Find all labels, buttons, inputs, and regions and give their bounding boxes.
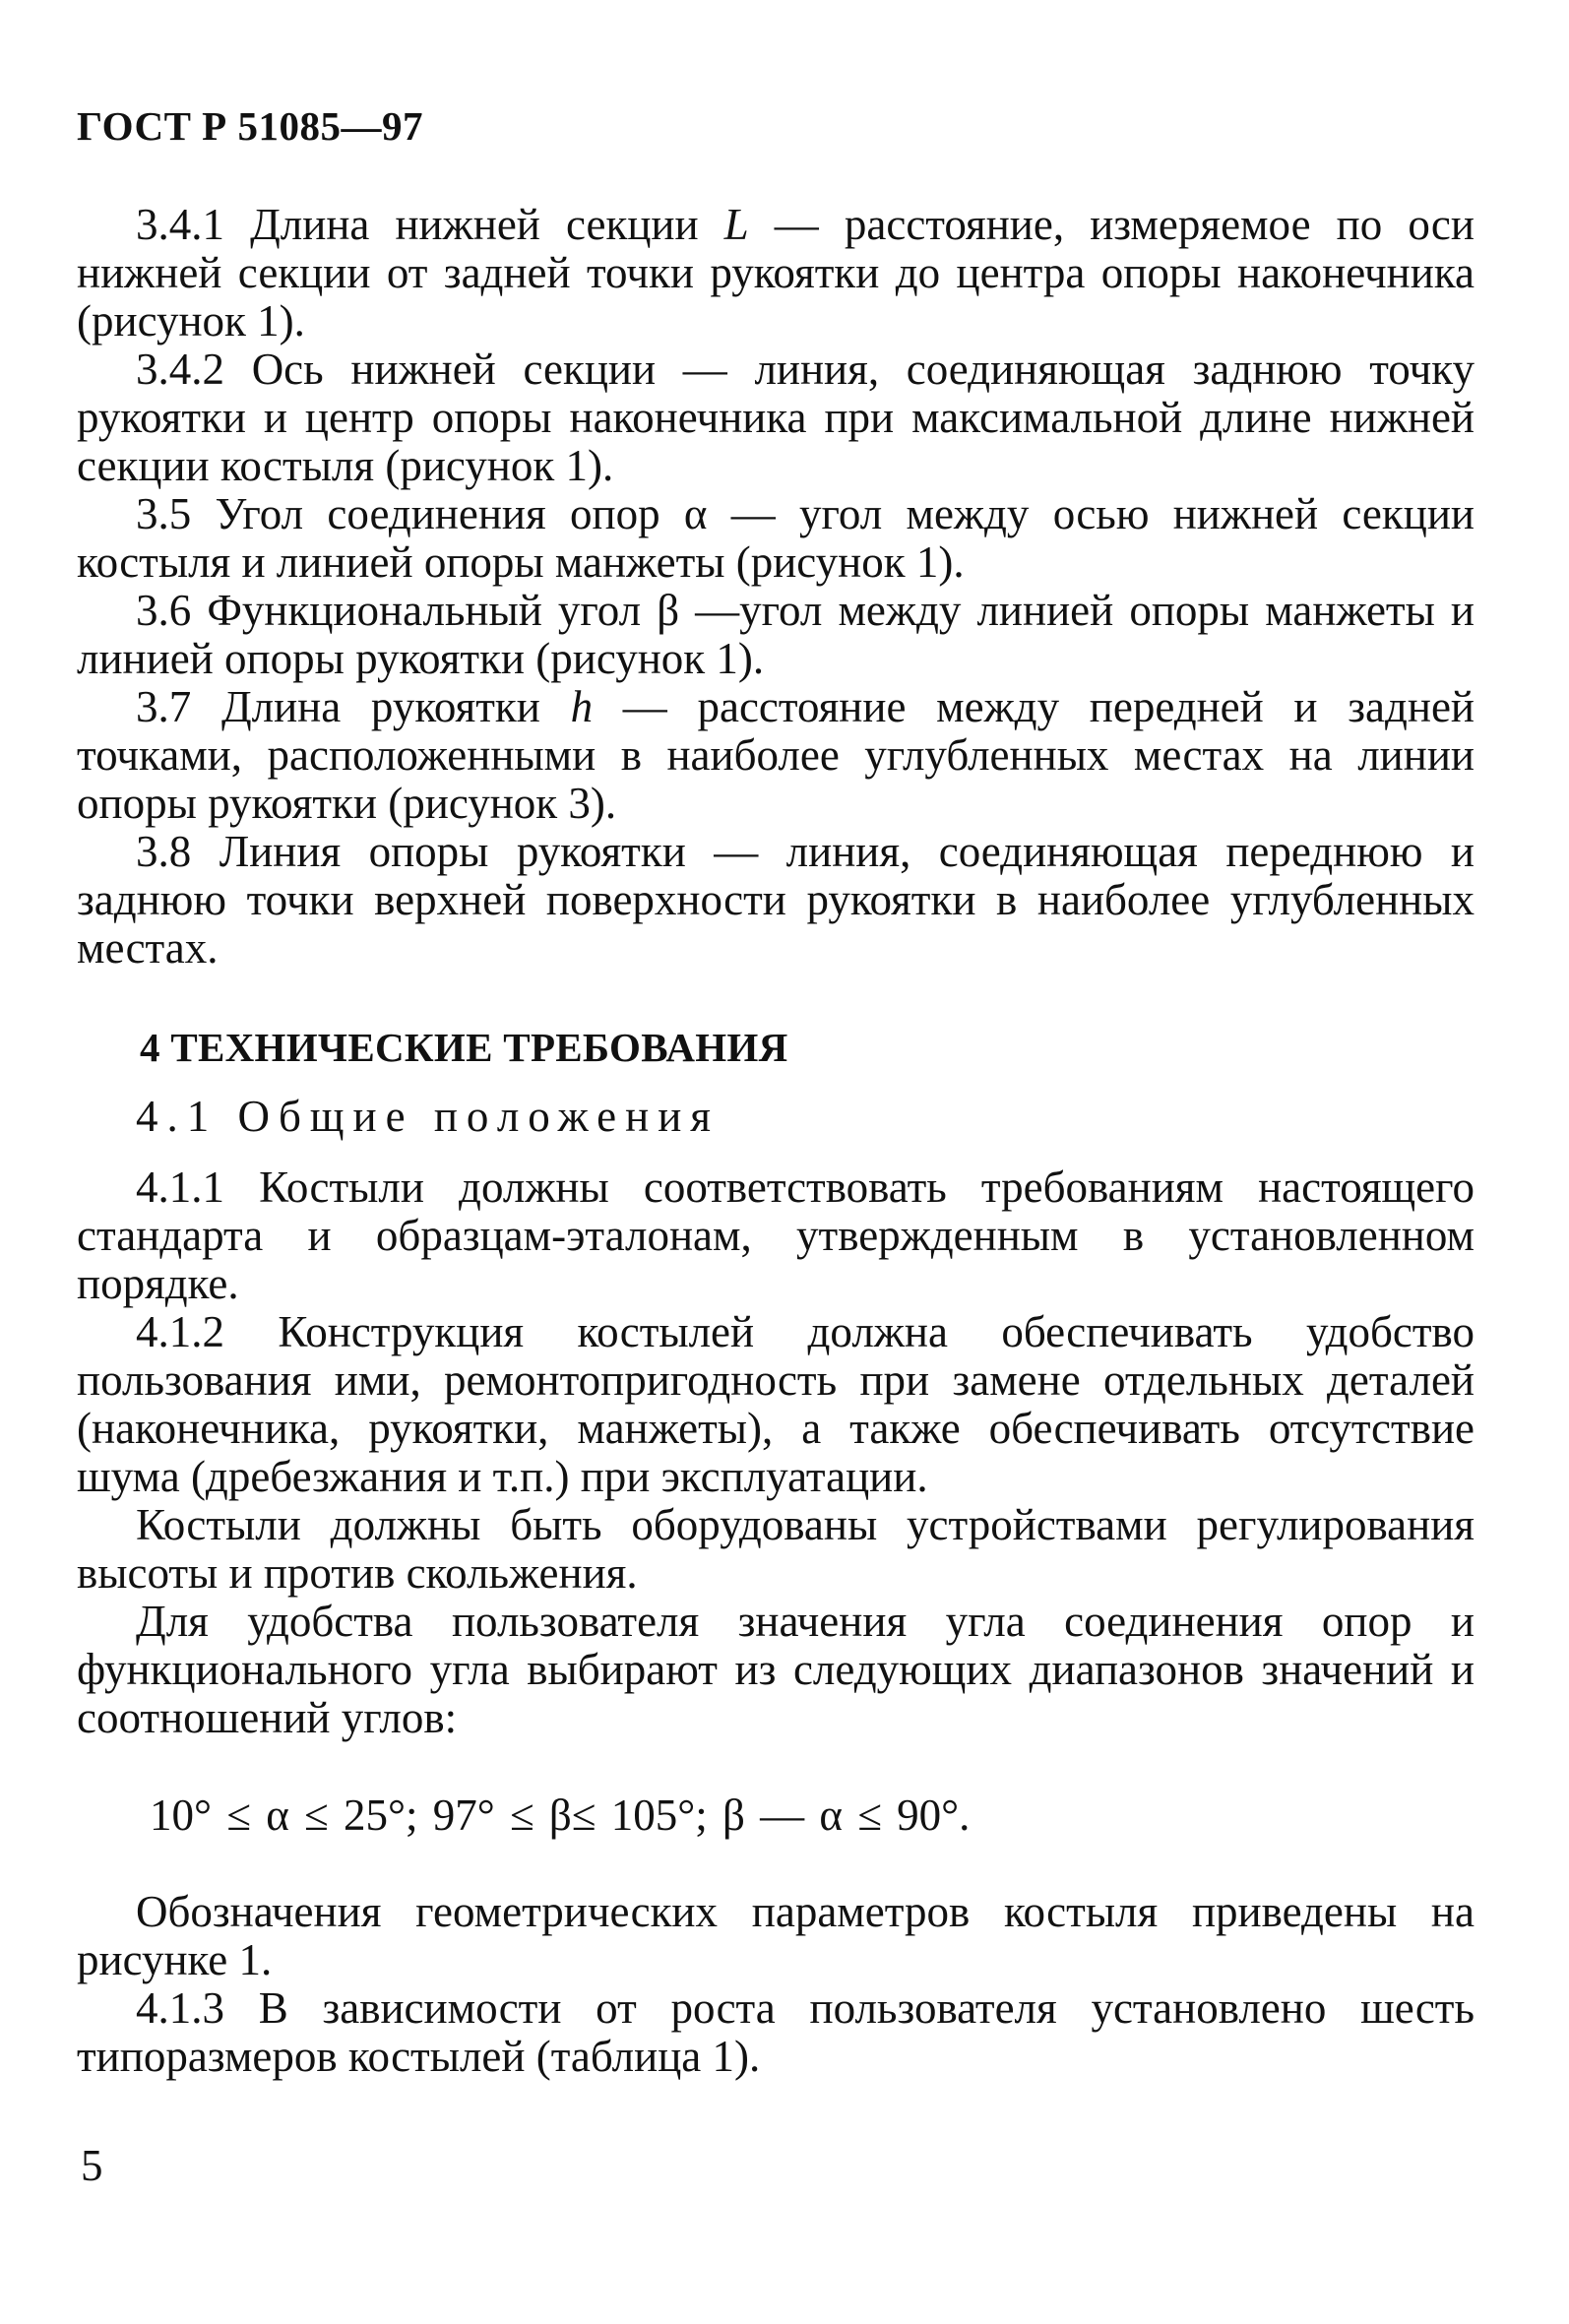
paragraph-3-4-1-text-start: 3.4.1 Длина нижней секции xyxy=(136,200,724,249)
paragraph-3-8: 3.8 Линия опоры рукоятки — линия, соединяющая переднюю и заднюю точки верхней поверхности рукоятки в наиболее углубленных местах. xyxy=(77,827,1475,973)
paragraph-4-1-3: 4.1.3 В зависимости от роста пользователя установлено шесть типоразмеров костылей (таблица 1). xyxy=(77,1983,1475,2081)
page-number: 5 xyxy=(81,2141,103,2190)
paragraph-3-5: 3.5 Угол соединения опор α — угол между осью нижней секции костыля и линией опоры манжеты (рисунок 1). xyxy=(77,489,1475,587)
paragraph-3-7-text-start: 3.7 Длина рукоятки xyxy=(136,682,571,731)
paragraph-3-7 xyxy=(77,683,1475,828)
paragraph-figure-reference: Обозначения геометрических параметров костыля приведены на рисунке 1. xyxy=(77,1887,1475,1984)
paragraph-4-1-1: 4.1.1 Костыли должны соответствовать требованиям настоящего стандарта и образцам-эталонам, утвержденным в установленном порядке. xyxy=(77,1162,1475,1308)
angle-formula: 10° ≤ α ≤ 25°; 97° ≤ β≤ 105°; β — α ≤ 90°. xyxy=(150,1790,971,1840)
paragraph-3-7-text-end: — расстояние между передней и задней точками, расположенными в наиболее углубленных местах на линии опоры рукоятки (рисунок 3). xyxy=(77,682,1475,828)
section-4-title: 4 ТЕХНИЧЕСКИЕ ТРЕБОВАНИЯ xyxy=(140,1025,788,1070)
paragraph-height-adjustment: Костыли должны быть оборудованы устройствами регулирования высоты и против скольжения. xyxy=(77,1500,1475,1598)
subsection-4-1-title: 4.1 Общие положения xyxy=(136,1092,721,1141)
document-header: ГОСТ Р 51085—97 xyxy=(77,103,423,149)
symbol-L: L xyxy=(723,200,749,249)
paragraph-3-6: 3.6 Функциональный угол β —угол между линией опоры манжеты и линией опоры рукоятки (рисунок 1). xyxy=(77,586,1475,683)
paragraph-4-1-2: 4.1.2 Конструкция костылей должна обеспечивать удобство пользования ими, ремонтопригодность при замене отдельных деталей (наконечника, рукоятки, манжеты), а также обеспечивать отсутствие шума (дребезжания и т.п.) при эксплуатации. xyxy=(77,1307,1475,1501)
paragraph-3-4-2: 3.4.2 Ось нижней секции — линия, соединяющая заднюю точку рукоятки и центр опоры наконечника при максимальной длине нижней секции костыля (рисунок 1). xyxy=(77,345,1475,490)
symbol-h: h xyxy=(570,682,594,731)
paragraph-angle-ranges: Для удобства пользователя значения угла соединения опор и функционального угла выбирают из следующих диапазонов значений и соотношений углов: xyxy=(77,1597,1475,1742)
paragraph-3-4-1-text-end: — расстояние, измеряемое по оси нижней секции от задней точки рукоятки до центра опоры наконечника (рисунок 1). xyxy=(77,200,1475,345)
paragraph-3-4-1 xyxy=(77,201,1475,345)
